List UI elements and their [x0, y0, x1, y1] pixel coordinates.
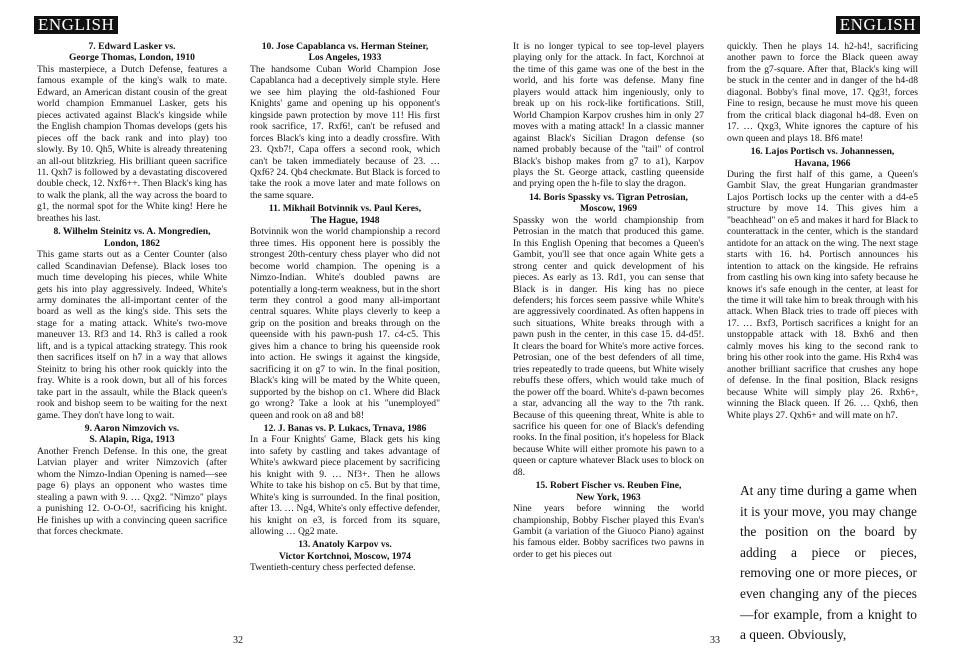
section-body: The handsome Cuban World Champion Jose Capablanca had a deceptively simple style. Here we see him playing the old-fashioned Four Knights' game and opening up his opponent's kingside pawn protection by move 11! His first rook sacrifice, 17. Rxf6!, can't be refused and forces Black's king into a deadly crossfire. With 23. Qxb7!, Capa offers a second rook, which can't be taken immediately because of 23. … Qxf6? 24. Qb4 checkmate. But Black is forced to take the rook a move later and mate follows on the same square. — [250, 63, 440, 201]
section-title: 10. Jose Capablanca vs. Herman Steiner, — [261, 41, 429, 52]
large-note-text: At any time during a game when it is your move, you may change the position on the board by adding a piece or pieces, removing one or more pieces, or even changing any of the pieces—for example, from a knight to a queen. Obviously, — [740, 483, 917, 643]
section-title: 13. Anatoly Karpov vs. — [298, 539, 392, 551]
section-body: Spassky won the world championship from Petrosian in the match that produced this game. In this English Opening that becomes a Queen's Gambit, you'll see that once again White gets a strong center and quick development of his pieces. As early as 13. Rd1, you can sense that Black is in danger. His king has no piece defenders; his forces seem passive while White's are aggressively coordinated. As often happens in such situations, White breaks through with a pawn push in the center, in this case 15. d4-d5!. It clears the board for White's more active forces. Petrosian, one of the best defenders of all time, tries repeatedly to trade queens, but White wisely rebuffs these offers, which would take much of the power off the board. White's d-pawn becomes a star, advancing all the way to the 7th rank. Because of this queening threat, White is able to sacrifice his queen for one of Black's defending rooks. In the final position, it's hopeless for Black because White will either promote his pawn to a queen or capture whatever Black uses to block on d8. — [513, 214, 704, 478]
section-subtitle: Los Angeles, 1933 — [308, 52, 382, 64]
section-body: During the first half of this game, a Queen's Gambit Slav, the great Hungarian grandmaster Lajos Portisch locks up the center with a d4-e5 structure by move 14. This gives him a "beachhead" on e5 and makes it hard for Black to counterattack in the center, which is the standard antidote for an attack on the wing. The next stage starts with 16. h4. Portisch announces his intention to attack on the kingside. He refrains from castling his own king into safety because he knows it's safe enough in the center, at least for the time it will take him to break through with his attack. When Black tries to trade off pieces with 17. … Bxf3, Portisch sacrifices a knight for an unstoppable attack with 18. Bxh6 and then calmly moves his king to the second rank to bring his other rook into the game. His Rxh4 was another brilliant sacrifice that crushes any hope of defense. In the final position, Black resigns because White will simply play 26. Rxh6+, winning the Black queen. If 26. … Qxh6, then White plays 27. Qxh6+ and will mate on h7. — [727, 168, 918, 421]
section-title: 11. Mikhail Botvinnik vs. Paul Keres, — [268, 203, 422, 215]
section-subtitle: S. Alapin, Riga, 1913 — [89, 434, 175, 446]
left-header-tab: ENGLISH — [34, 16, 118, 34]
section-subtitle: Moscow, 1969 — [579, 203, 638, 215]
left-column-1 — [37, 41, 227, 539]
section-title: 7. Edward Lasker vs. — [88, 41, 176, 52]
section-body: This game starts out as a Center Counter (also called Scandinavian Defense). Black loses too much time developing his pieces, while White gets his into play aggressively. Indeed, White's army dominates the all-important center of the board as well as the king's side. This sets the stage for a mating attack. White's two-move maneuver 13. Rf3 and 14. Rh3 is called a rook lift, and is a typical attacking strategy. This rook then sacrifices itself on h7 in a way that allows Steinitz to bring his other rook quickly into the fray. White is a rook down, but all of his forces take part in the assault, while the Black queen's rook and bishop seem to be waiting for the next game. They don't have long to wait. — [37, 249, 227, 421]
section-body: Botvinnik won the world championship a record three times. His opponent here is possibly the strongest 20th-century chess player who did not become world champion. The opening is a Nimzo-Indian. White's doubled pawns are potentially a long-term weakness, but in the short term they control a good many all-important central squares. White plays cleverly to keep a grip on the position and breaks through on the queenside with his pawn-push 17. c4-c5. This gives him a chance to bring his queenside rook into action. He swings it against the kingside, sacrificing it on g7 to win. In the final position, Black's king will be mated by the White queen, supported by the bishop on c1. Where did Black go wrong? Take a look at his "unemployed" queen and rook on a8 and b8! — [250, 226, 440, 421]
right-header-tab: ENGLISH — [836, 16, 920, 34]
section-body: This masterpiece, a Dutch Defense, features a famous example of the king's walk to mate. Edward, an American distant cousin of the great world champion Emmanuel Lasker, gets his pieces activated against Black's kingside while the English champion Thomas develops (gets his pieces off the back rank and into play) too slowly. By 10. Qh5, White is already threatening an all-out blitzkrieg. His brilliant queen sacrifice 11. Qxh7 is followed by a devastating discovered double check, 12. Nxf6++. Then Black's king has to walk the plank, all the way across the board to g1, the normal spot for the White king! Here he breathes his last. — [37, 63, 227, 224]
section-subtitle: Havana, 1966 — [794, 157, 851, 169]
section-body: In a Four Knights' Game, Black gets his king into safety by castling and takes advantage of White's awkward piece placement by sacrificing his knight with 9. … Nf3+. Then he allows White to take his bishop on c5. But by that time, White's king is surrounded. In the final position, after 13. … Ng4, White's only effective defender, his knight on e3, is forced from its square, allowing … Qg2 mate. — [250, 434, 440, 538]
section-title: 15. Robert Fischer vs. Reuben Fine, — [535, 480, 682, 492]
right-column-2 — [727, 41, 918, 423]
section-title: 12. J. Banas vs. P. Lukacs, Trnava, 1986 — [263, 422, 427, 434]
right-column-1 — [513, 41, 704, 562]
section-subtitle: Victor Kortchnoi, Moscow, 1974 — [279, 550, 411, 562]
section-title: 8. Wilhelm Steinitz vs. A. Mongredien, — [53, 226, 211, 238]
section-subtitle: The Hague, 1948 — [310, 214, 380, 226]
section-body: It is no longer typical to see top-level players playing only for the attack. In fact, Korchnoi at the time of this game was one of the best in the world, and his forte was defense. Many fine players would attack him ingeniously, only to break up on his rock-like fortifications. Still, World Champion Karpov crushes him in only 27 moves with a mating attack! In a classic manner against Black's Sicilian Dragon defense (so named probably because of the "tail" of control Black's bishop makes from g7 to a1), Karpov plays the St. George attack, castling queenside and prying open the h-file to slay the dragon. — [513, 41, 704, 190]
section-body: quickly. Then he plays 14. h2-h4!, sacrificing another pawn to force the Black queen away from the g7-square. After that, Black's king will be stuck in the center and in danger of the h4-d8 diagonal. Bobby's final move, 17. Qg3!, forces Fine to resign, because he must move his queen from the critical black diagonal h4-d8. Even on 17. … Qxg3, White ignores the capture of his own queen and plays 18. Bf6 mate! — [727, 41, 918, 144]
section-title: 9. Aaron Nimzovich vs. — [84, 422, 180, 434]
right-page-number: 33 — [710, 635, 720, 646]
left-page-number: 32 — [233, 635, 243, 646]
section-subtitle: George Thomas, London, 1910 — [69, 52, 195, 64]
left-column-2 — [250, 41, 440, 576]
section-body: Another French Defense. In this one, the great Latvian player and writer Nimzovich (after whom the Nimzo-Indian Opening is named—see page 6) plays an opponent who wastes time stealing a pawn with 9. … Qxg2. "Nimzo" plays a punishing 12. O-O-O!, sacrificing his knight. He finishes up with a convincing queen sacrifice that forces checkmate. — [37, 445, 227, 538]
section-title: 16. Lajos Portisch vs. Johannessen, — [750, 146, 895, 158]
section-subtitle: New York, 1963 — [576, 491, 641, 503]
section-body: Twentieth-century chess perfected defense. — [250, 562, 416, 574]
section-title: 14. Boris Spassky vs. Tigran Petrosian, — [529, 191, 688, 203]
section-subtitle: London, 1862 — [104, 237, 160, 249]
section-body: Nine years before winning the world championship, Bobby Fischer played this Evan's Gambit (a variation of the Giuoco Piano) against his famous elder. Bobby sacrifices two pawns in order to get his pieces out — [513, 503, 704, 560]
